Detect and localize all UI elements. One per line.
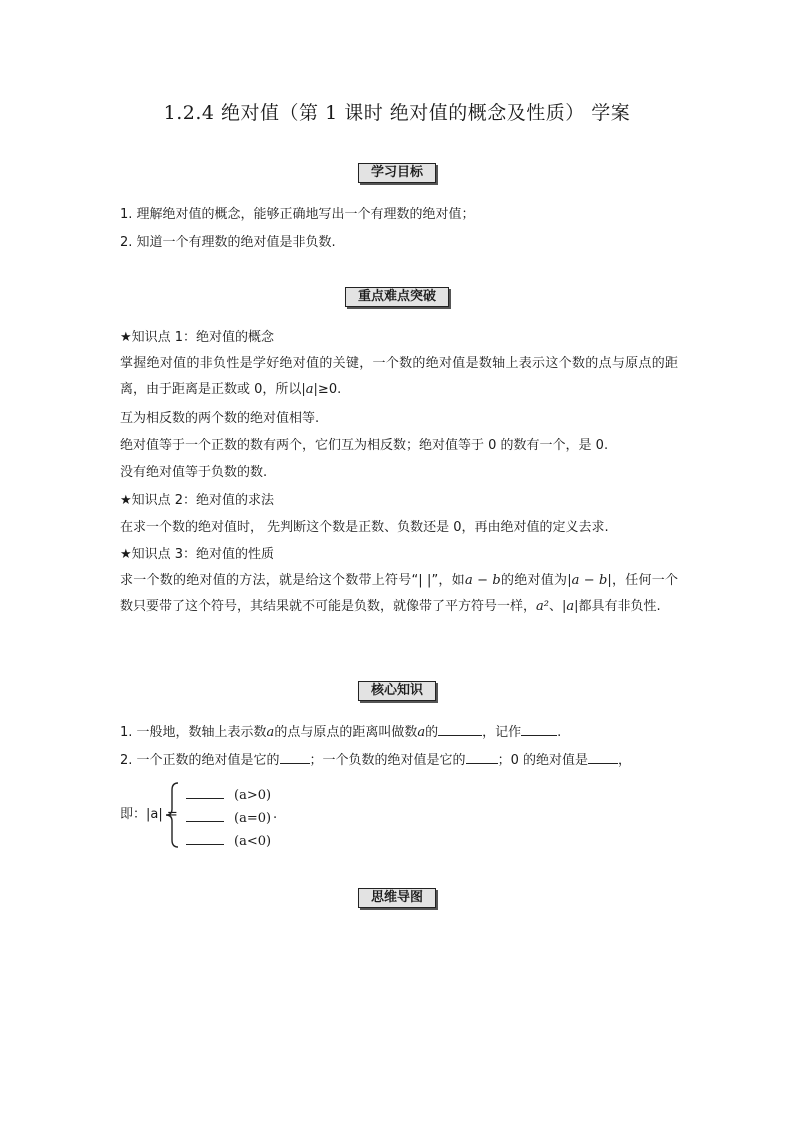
q2-blank-3[interactable] bbox=[588, 751, 618, 764]
q2-text-a: 2. 一个正数的绝对值是它的 bbox=[120, 753, 280, 768]
piecewise-case-3 bbox=[186, 830, 272, 849]
q1-text-b: 的点与原点的距离叫做数 bbox=[274, 725, 418, 740]
q1-blank-2[interactable] bbox=[521, 723, 557, 736]
abs-a-formula-2: |a| bbox=[562, 599, 579, 614]
kp1-paragraph-1 bbox=[120, 351, 678, 403]
piecewise-label: 即：|a| = bbox=[120, 807, 178, 822]
kp2-heading: ★知识点 2：绝对值的求法 bbox=[120, 493, 275, 508]
goal-item-2: 2. 知道一个有理数的绝对值是非负数. bbox=[120, 235, 336, 250]
q2-text-c: ；0 的绝对值是 bbox=[497, 753, 588, 768]
kp1-paragraph-4: 没有绝对值等于负数的数. bbox=[120, 465, 268, 480]
case1-blank[interactable] bbox=[186, 784, 224, 799]
kp3-text-b: 的绝对值为 bbox=[500, 573, 568, 588]
kp1-text-a: 掌握绝对值的非负性是学好绝对值的关键，一个数的绝对值是数轴上表示这个数的点与原点的距离，由于距离是正数或 0，所以 bbox=[120, 356, 678, 397]
q2-text-b: ；一个负数的绝对值是它的 bbox=[309, 753, 466, 768]
q1-text-e: . bbox=[557, 725, 562, 740]
q2-blank-1[interactable] bbox=[280, 751, 310, 764]
kp3-text-a: 求一个数的绝对值的方法，就是给这个数带上符号“| |”，如 bbox=[120, 573, 465, 588]
kp1-heading: ★知识点 1：绝对值的概念 bbox=[120, 330, 275, 345]
kp3-text-c: ，任何一个数只要带了这个符号，其结果就不可能是负数，就像带了平方符号一样， bbox=[120, 573, 678, 614]
abs-a-minus-b-formula: |a − b| bbox=[567, 573, 612, 588]
kp3-heading: ★知识点 3：绝对值的性质 bbox=[120, 547, 275, 562]
core-question-2 bbox=[120, 751, 680, 770]
q2-text-d: ， bbox=[617, 753, 631, 768]
kp1-paragraph-3: 绝对值等于一个正数的数有两个，它们互为相反数；绝对值等于 0 的数有一个，是 0. bbox=[120, 438, 609, 453]
piecewise-case-1 bbox=[186, 784, 272, 803]
kp1-text-b: ≥0. bbox=[317, 382, 342, 397]
case3-condition: (a<0) bbox=[234, 834, 272, 849]
kp3-separator: 、 bbox=[548, 599, 562, 614]
left-brace-icon bbox=[148, 780, 182, 850]
q1-text-a: 1. 一般地，数轴上表示数 bbox=[120, 725, 267, 740]
case2-blank[interactable] bbox=[186, 807, 224, 822]
a-squared-formula: a² bbox=[536, 599, 549, 614]
q1-text-c: 的 bbox=[425, 725, 439, 740]
kp3-paragraph-1 bbox=[120, 568, 678, 620]
q1-var-a: a bbox=[266, 725, 275, 740]
case1-condition: (a>0) bbox=[234, 788, 272, 803]
section-key-badge: 重点难点突破 bbox=[345, 287, 449, 307]
goal-item-1: 1. 理解绝对值的概念，能够正确地写出一个有理数的绝对值； bbox=[120, 207, 475, 222]
q1-blank-1[interactable] bbox=[438, 723, 482, 736]
piecewise-case-2 bbox=[186, 807, 272, 826]
section-goals-badge: 学习目标 bbox=[358, 163, 436, 183]
abs-a-formula: |a| bbox=[301, 382, 318, 397]
kp1-paragraph-2: 互为相反数的两个数的绝对值相等. bbox=[120, 411, 320, 426]
q1-text-d: ，记作 bbox=[482, 725, 522, 740]
document-title: 1.2.4 绝对值（第 1 课时 绝对值的概念及性质） 学案 bbox=[163, 102, 631, 124]
q2-blank-2[interactable] bbox=[466, 751, 498, 764]
a-minus-b-formula: a − b bbox=[464, 573, 501, 588]
section-core-badge: 核心知识 bbox=[358, 681, 436, 701]
core-question-1 bbox=[120, 723, 680, 742]
kp3-text-d: 都具有非负性. bbox=[578, 599, 661, 614]
q1-var-a-2: a bbox=[417, 725, 426, 740]
piecewise-end-dot: . bbox=[273, 807, 278, 822]
case2-condition: (a=0) bbox=[234, 811, 272, 826]
section-mindmap-badge: 思维导图 bbox=[358, 888, 436, 908]
case3-blank[interactable] bbox=[186, 830, 224, 845]
kp2-paragraph-1: 在求一个数的绝对值时， 先判断这个数是正数、负数还是 0，再由绝对值的定义去求. bbox=[120, 520, 609, 535]
